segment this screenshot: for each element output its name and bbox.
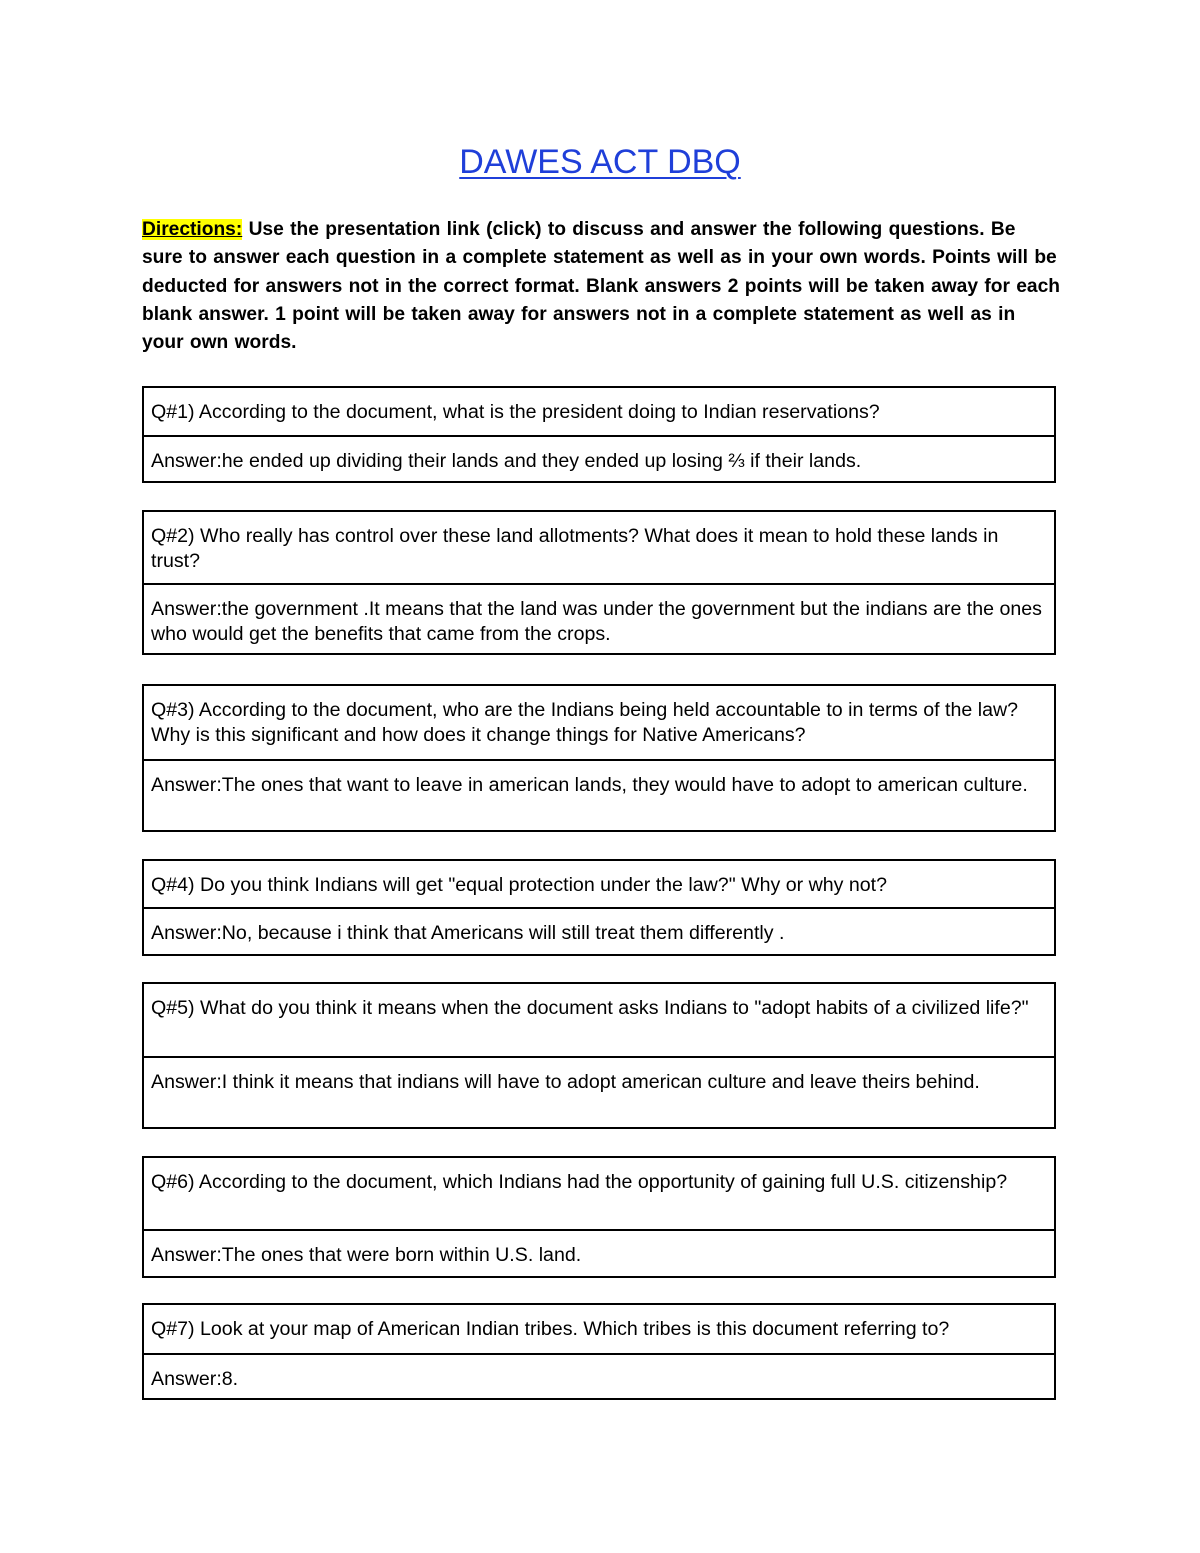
directions-label: Directions:	[142, 219, 243, 240]
page-title: DAWES ACT DBQ	[459, 143, 741, 181]
answer-text[interactable]: Answer:8.	[151, 1368, 239, 1390]
directions-text: Use the presentation link (click) to discuss and answer the following questions. Be sure to answer each question in a complete statement as well as in your own words. Points will be deducted for answers not in the correct format. Blank answers 2 points will be taken away for each blank answer. 1 point will be taken away for answers not in a complete statement as well as in your own words.	[142, 219, 1060, 354]
answer-text[interactable]: Answer:he ended up dividing their lands and they ended up losing ⅔ if their lands.	[151, 450, 862, 472]
question-text: Q#2) Who really has control over these land allotments? What does it mean to hold these lands in trust?	[144, 512, 1054, 585]
question-text: Q#1) According to the document, what is the president doing to Indian reservations?	[144, 388, 1054, 437]
directions	[142, 216, 1062, 357]
question-box-1	[142, 386, 1056, 483]
answer-text[interactable]: Answer:No, because i think that Americans will still treat them differently .	[151, 922, 785, 944]
question-text: Q#5) What do you think it means when the document asks Indians to "adopt habits of a civilized life?"	[144, 984, 1054, 1058]
answer-text[interactable]: Answer:The ones that want to leave in american lands, they would have to adopt to american culture.	[151, 774, 1028, 796]
question-text: Q#6) According to the document, which Indians had the opportunity of gaining full U.S. citizenship?	[144, 1158, 1054, 1231]
answer-text[interactable]: Answer:I think it means that indians will have to adopt american culture and leave theirs behind.	[151, 1071, 980, 1093]
answer-text[interactable]: Answer:the government .It means that the land was under the government but the indians are the ones who would get the benefits that came from the crops.	[151, 598, 1042, 645]
question-box-5	[142, 982, 1056, 1129]
question-text: Q#4) Do you think Indians will get "equal protection under the law?" Why or why not?	[144, 861, 1054, 909]
question-box-3	[142, 684, 1056, 832]
question-box-4	[142, 859, 1056, 956]
question-text: Q#7) Look at your map of American Indian tribes. Which tribes is this document referring to?	[144, 1305, 1054, 1355]
question-box-2	[142, 510, 1056, 655]
question-box-7	[142, 1303, 1056, 1400]
question-box-6	[142, 1156, 1056, 1278]
answer-text[interactable]: Answer:The ones that were born within U.S. land.	[151, 1244, 582, 1266]
question-text: Q#3) According to the document, who are the Indians being held accountable to in terms of the law? Why is this significant and how does it change things for Native Americans?	[144, 686, 1054, 761]
